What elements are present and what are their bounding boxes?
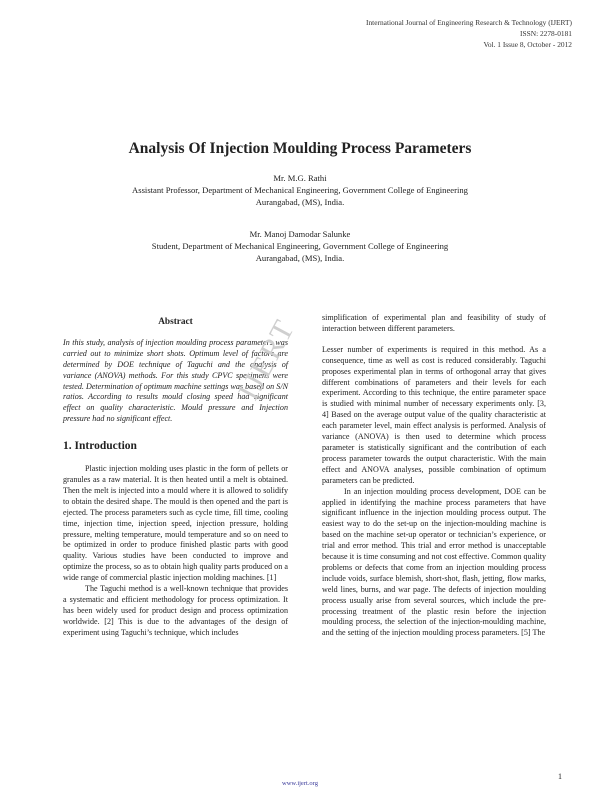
author-name: Mr. M.G. Rathi	[273, 173, 327, 183]
journal-header	[312, 17, 572, 50]
journal-name: International Journal of Engineering Research & Technology (IJERT)	[366, 18, 572, 27]
author-block-2	[0, 228, 600, 264]
issn: ISSN: 2278-0181	[520, 29, 572, 38]
page-number: 1	[558, 772, 562, 781]
watermark: IJERT	[232, 313, 302, 406]
abstract-text: In this study, analysis of injection moulding process parameters was carried out to minimize short shots. Optimum level of factors are determined by DOE technique of Taguchi and the analysis of variance (ANOVA) methods. For this study CPVC specimens were tested. Determination of optimum machine settings was based on S/N ratios. According to results mould closing speed had significant effect on quality characteristic. Mould pressure and Injection pressure had no significant effect.	[63, 337, 288, 424]
author-name: Mr. Manoj Damodar Salunke	[249, 229, 351, 239]
abstract-heading: Abstract	[158, 317, 193, 327]
right-paragraph-3: In an injection moulding process development, DOE can be applied in identifying the machine process parameters that have significant influence in the injection moulding process output. The easiest way to do the set-up on the injection-moulding machine is based on the machine set-up operator or technician’s experience, or trial and error method. This trial and error method is unacceptable because it is time consuming and not cost effective. Common quality problems or defects that come from an injection moulding process include voids, surface blemish, short-shot, flash, jetting, flow marks, weld lines, burns, and war page. The defects of injection moulding process usually arise from several sources, which include the pre-processing treatment of the plastic resin before the injection moulding process, the selection of the injection-moulding machine, and the setting of the injection moulding process parameters. [5] The	[322, 486, 546, 638]
author-block-1	[0, 172, 600, 208]
author-affiliation: Student, Department of Mechanical Engineering, Government College of Engineering	[151, 241, 449, 251]
right-paragraph-2: Lesser number of experiments is required in this method. As a consequence, time as well as cost is reduced considerably. Taguchi proposes experimental plan in terms of orthogonal array that gives different combinations of parameters and their levels for each experiment. According to this technique, the entire parameter space is studied with minimal number of necessary experiments only. [3, 4] Based on the average output value of the quality characteristic at each parameter level, main effect analysis is performed. Analysis of variance (ANOVA) is then used to determine which process parameter is statistically significant and the contribution of each process parameter towards the output characteristic. With the main effect and ANOVA analyses, possible combination of optimum parameters can be predicted.	[322, 344, 546, 485]
introduction-heading: 1. Introduction	[63, 440, 137, 453]
intro-paragraph-2: The Taguchi method is a well-known technique that provides a systematic and efficient methodology for process optimization. It has been widely used for product design and process optimization worldwide. [2] This is due to the advantages of the design of experiment using Taguchi’s technique, which includes	[63, 584, 288, 637]
intro-paragraph-1: Plastic injection molding uses plastic in the form of pellets or granules as a raw material. It is then heated until a melt is obtained. Then the melt is injected into a mould where it is allowed to solidify to obtain the desired shape. The mould is then opened and the part is ejected. The process parameters such as cycle time, fill time, cooling time, injection time, injection speed, injection pressure, holding pressure, melting temperature, mould temperature and so on need to be optimized in order to produce finished plastic parts with good quality. Various studies have been conducted to improve and optimize the process, so as to obtain high quality parts produced on a wide range of commercial plastic injection molding machines. [1]	[63, 464, 288, 583]
footer-url[interactable]: www.ijert.org	[282, 780, 318, 787]
author-location: Aurangabad, (MS), India.	[255, 197, 345, 207]
author-location: Aurangabad, (MS), India.	[255, 253, 345, 263]
right-paragraph-1: simplification of experimental plan and feasibility of study of interaction between different parameters.	[322, 313, 546, 333]
paper-title: Analysis Of Injection Moulding Process Parameters	[128, 140, 472, 157]
author-affiliation: Assistant Professor, Department of Mechanical Engineering, Government College of Engineering	[132, 185, 468, 195]
volume-issue: Vol. 1 Issue 8, October - 2012	[483, 40, 572, 49]
right-column	[322, 313, 546, 639]
